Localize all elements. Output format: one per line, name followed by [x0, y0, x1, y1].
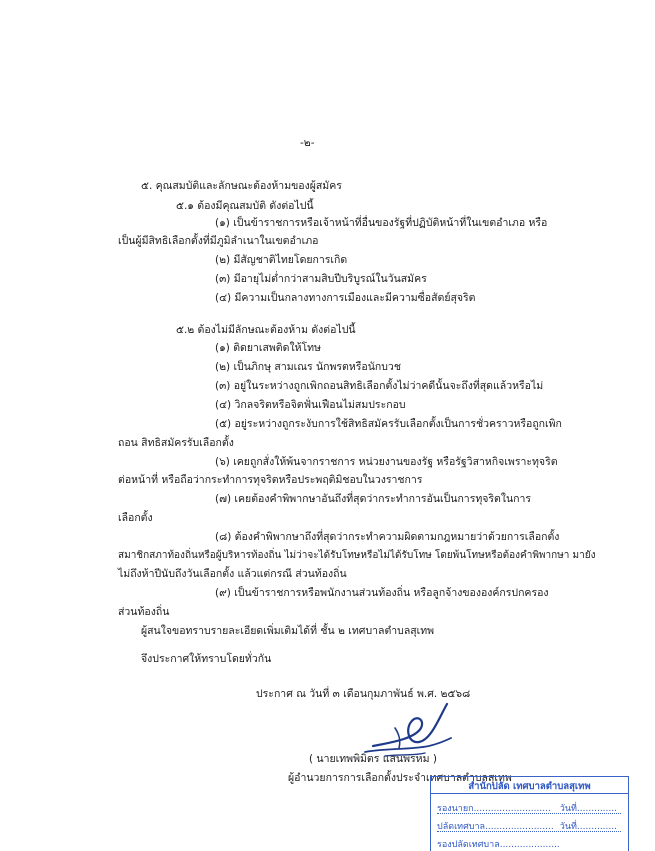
handwritten-signature [355, 698, 465, 760]
prohibition-item: (๗) เคยต้องคำพิพากษาอันถึงที่สุดว่ากระทำการอันเป็นการทุจริตในการ [215, 493, 532, 505]
prohibition-item: (๖) เคยถูกสั่งให้พ้นจากราชการ หน่วยงานของรัฐ หรือรัฐวิสาหกิจเพราะทุจริต [215, 456, 558, 468]
qualification-continuation: เป็นผู้มีสิทธิเลือกตั้งที่มีภูมิลำเนาในเขตอำเภอ [118, 235, 319, 247]
prohibition-continuation: ส่วนท้องถิ่น [118, 606, 170, 618]
prohibition-item: (๑) ติดยาเสพติดให้โทษ [215, 342, 321, 354]
stamp-row [437, 837, 621, 849]
stamp-row-date: วันที่.............. [559, 822, 617, 832]
prohibition-item: (๒) เป็นภิกษุ สามเณร นักพรตหรือนักบวช [215, 361, 401, 373]
prohibition-item: (๘) ต้องคำพิพากษาถึงที่สุดว่ากระทำความผิดตามกฎหมายว่าด้วยการเลือกตั้ง [215, 531, 560, 543]
stamp-row [437, 819, 621, 832]
prohibition-item: (๙) เป็นข้าราชการหรือพนักงานส่วนท้องถิ่น หรือลูกจ้างขององค์กรปกครอง [215, 587, 549, 599]
announcement-date: ประกาศ ณ วันที่ ๓ เดือนกุมภาพันธ์ พ.ศ. ๒๕๖๘ [256, 688, 471, 700]
stamp-row-label: รองปลัดเทศบาล..................... [437, 840, 560, 850]
section-heading: ๕. คุณสมบัติและลักษณะต้องห้ามของผู้สมัคร [141, 180, 342, 192]
prohibition-item: (๕) อยู่ระหว่างถูกระงับการใช้สิทธิสมัครรับเลือกตั้งเป็นการชั่วคราวหรือถูกเพิก [215, 418, 562, 430]
qualification-item: (๒) มีสัญชาติไทยโดยการเกิด [215, 254, 348, 266]
stamp-divider [431, 793, 628, 794]
qualification-item: (๔) มีความเป็นกลางทางการเมืองและมีความซื่อสัตย์สุจริต [215, 292, 476, 304]
prohibition-continuation: สมาชิกสภาท้องถิ่นหรือผู้บริหารท้องถิ่น ไม่ว่าจะได้รับโทษหรือไม่ได้รับโทษ โดยพ้นโทษหรือต้องคำพิพากษา มายัง [118, 550, 596, 561]
prohibition-continuation: ต่อหน้าที่ หรือถือว่ากระทำการทุจริตหรือประพฤติมิชอบในวงราชการ [118, 474, 423, 486]
prohibition-continuation: ไม่ถึงห้าปีนับถึงวันเลือกตั้ง แล้วแต่กรณี ส่วนท้องถิ่น [118, 568, 347, 580]
stamp-row-label: รองนายก........................... [437, 804, 551, 814]
info-line: ผู้สนใจขอทราบรายละเอียดเพิ่มเติมได้ที่ ชั้น ๒ เทศบาลตำบลสุเทพ [141, 625, 435, 637]
page-number: -๒- [300, 137, 315, 149]
subsection-heading-2: ๕.๒ ต้องไม่มีลักษณะต้องห้าม ดังต่อไปนี้ [176, 324, 356, 336]
qualification-item: (๓) มีอายุไม่ต่ำกว่าสามสิบปีบริบูรณ์ในวันสมัคร [215, 273, 427, 285]
signer-name: ( นายเทพพิมิตร แสนพรหม ) [309, 753, 437, 765]
subsection-heading-1: ๕.๑ ต้องมีคุณสมบัติ ดังต่อไปนี้ [176, 200, 314, 212]
stamp-row-date: วันที่.............. [559, 804, 617, 814]
signer-title: ผู้อำนวยการการเลือกตั้งประจำเทศบาลตำบลสุเทพ [288, 772, 512, 784]
prohibition-continuation: เลือกตั้ง [118, 512, 153, 524]
stamp-row [437, 801, 621, 814]
prohibition-continuation: ถอน สิทธิสมัครรับเลือกตั้ง [118, 437, 234, 449]
office-received-stamp [430, 776, 629, 851]
stamp-title: สำนักปลัด เทศบาลตำบลสุเทพ [468, 781, 591, 792]
qualification-item: (๑) เป็นข้าราชการหรือเจ้าหน้าที่อื่นของรัฐที่ปฏิบัติหน้าที่ในเขตอำเภอ หรือ [215, 217, 548, 229]
prohibition-item: (๔) วิกลจริตหรือจิตฟั่นเฟือนไม่สมประกอบ [215, 399, 406, 411]
prohibition-item: (๓) อยู่ในระหว่างถูกเพิกถอนสิทธิเลือกตั้งไม่ว่าคดีนั้นจะถึงที่สุดแล้วหรือไม่ [215, 380, 544, 392]
stamp-row-label: ปลัดเทศบาล........................ [437, 822, 554, 832]
announce-line: จึงประกาศให้ทราบโดยทั่วกัน [141, 653, 272, 665]
